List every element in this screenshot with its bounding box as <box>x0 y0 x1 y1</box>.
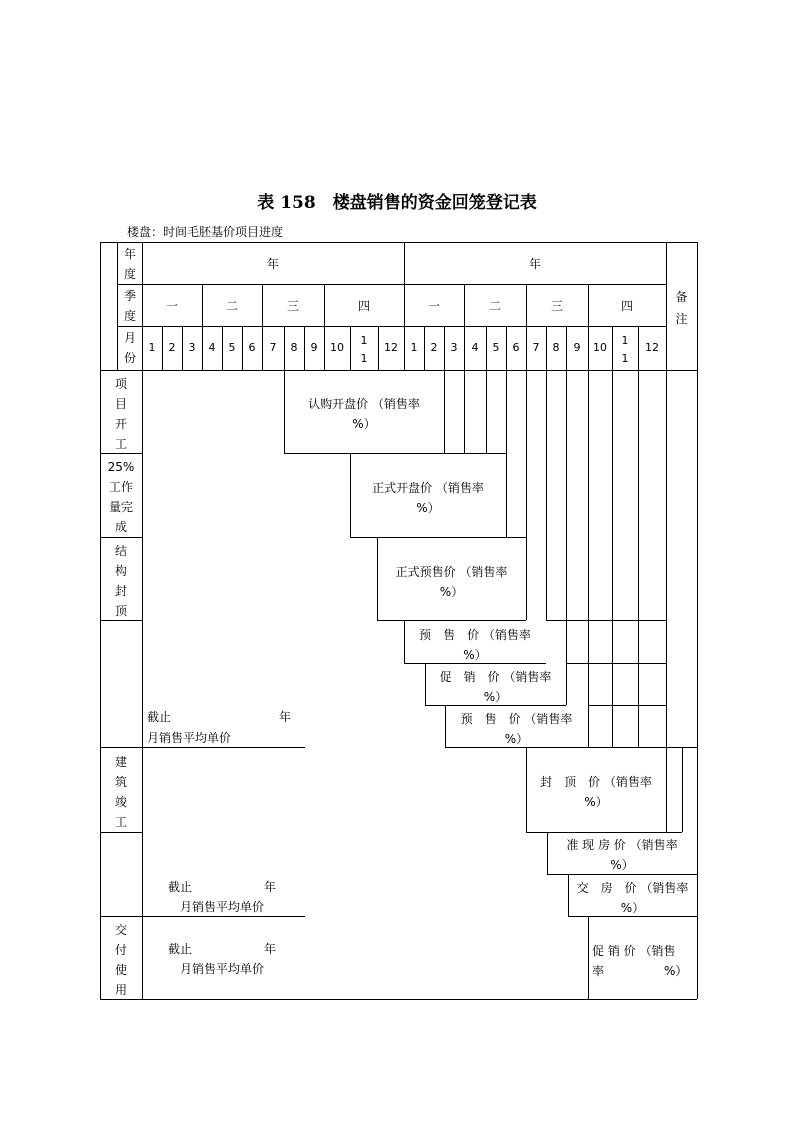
month-a-2: 2 <box>168 341 176 354</box>
row-top <box>566 663 666 664</box>
month-line <box>486 370 487 453</box>
row-line <box>100 832 142 833</box>
stage-box <box>350 453 506 454</box>
subtitle: 楼盘：时间毛胚基价项目进度 <box>127 225 284 239</box>
season-2: 二 <box>225 299 238 313</box>
month-a-1: 1 <box>148 341 156 354</box>
stage-handover-price: 交 房 价 （销售率 %） <box>576 881 689 915</box>
season-6: 二 <box>488 299 501 313</box>
season-4: 四 <box>357 299 370 313</box>
row-top <box>546 620 666 621</box>
month-line <box>638 370 639 747</box>
stage-formal-opening-price: 正式开盘价 （销售率 %） <box>372 481 484 515</box>
stage-formal-presale-price: 正式预售价 （销售率 %） <box>395 565 508 599</box>
month-line <box>546 370 547 620</box>
month-a-9: 9 <box>310 341 318 354</box>
month-a-3: 3 <box>188 341 196 354</box>
season-5: 一 <box>427 299 440 313</box>
year-label-1: 年 <box>123 247 136 261</box>
year-label-2: 度 <box>123 267 136 281</box>
row-label-topping-out: 结 构 封 顶 <box>114 544 127 618</box>
stage-box <box>377 620 526 621</box>
header-bottom <box>100 370 697 371</box>
season-1: 一 <box>165 299 178 313</box>
season-8: 四 <box>620 299 633 313</box>
row-line <box>100 747 142 748</box>
row-line <box>100 537 142 538</box>
month-a-10: 10 <box>330 341 344 354</box>
avg-price-note-1b: 月销售平均单价 <box>147 731 232 745</box>
month-line <box>566 370 567 620</box>
month-b-1: 1 <box>410 341 418 354</box>
month-b-10: 10 <box>593 341 607 354</box>
month-a-11: 1 1 <box>360 334 368 365</box>
note-underline <box>142 916 305 917</box>
season-3: 三 <box>286 299 299 313</box>
month-a-8: 8 <box>290 341 298 354</box>
table-bottom-border <box>100 999 697 1000</box>
stage-box <box>588 916 589 999</box>
month-a-12: 12 <box>384 341 398 354</box>
season-7: 三 <box>550 299 563 313</box>
stage-promo-price-final: 促 销 价 （销售 率 %） <box>592 944 688 978</box>
header-season-bottom <box>117 326 666 327</box>
month-a-4: 4 <box>208 341 216 354</box>
month-line <box>612 370 613 747</box>
stage-presale-price-1: 预 售 价 （销售率 %） <box>419 628 531 662</box>
row-label-completion: 建 筑 竣 工 <box>114 755 127 829</box>
avg-price-note-3b: 月销售平均单价 <box>180 962 265 976</box>
month-line <box>464 370 465 453</box>
month-label-2: 份 <box>123 351 136 365</box>
month-b-12: 12 <box>645 341 659 354</box>
stage-box <box>526 537 527 620</box>
month-b-6: 6 <box>512 341 520 354</box>
table-top-border <box>100 242 697 243</box>
month-a-7: 7 <box>269 341 277 354</box>
season-label-2: 度 <box>123 309 136 323</box>
header-year-bottom <box>117 284 666 285</box>
row-label-project-start: 项 目 开 工 <box>114 377 127 451</box>
avg-price-note-3a: 截止 年 <box>168 942 277 956</box>
row-top <box>588 705 666 706</box>
season-label-1: 季 <box>123 289 136 303</box>
remarks-line <box>682 747 683 832</box>
page-title: 表 158 楼盘销售的资金回笼登记表 <box>257 193 537 213</box>
year-b: 年 <box>528 257 541 271</box>
remarks-line <box>666 747 667 832</box>
row-label-25pct: 25% 工作 量完 成 <box>107 460 135 534</box>
month-line <box>506 370 507 537</box>
month-label-1: 月 <box>123 331 136 345</box>
row-label-handover: 交 付 使 用 <box>114 923 127 997</box>
avg-price-note-2b: 月销售平均单价 <box>180 900 265 914</box>
stage-box <box>444 370 445 453</box>
month-b-5: 5 <box>492 341 500 354</box>
month-b-4: 4 <box>471 341 479 354</box>
month-a-5: 5 <box>228 341 236 354</box>
month-b-8: 8 <box>552 341 560 354</box>
stage-subscription-price: 认购开盘价 （销售率 %） <box>308 397 420 431</box>
year-a: 年 <box>266 257 279 271</box>
table-right-border <box>697 242 698 999</box>
avg-price-note-2a: 截止 年 <box>168 880 277 894</box>
stage-topping-price: 封 顶 价 （销售率 %） <box>540 775 652 809</box>
stage-box <box>526 832 682 833</box>
month-a-6: 6 <box>248 341 256 354</box>
remarks-label: 备 注 <box>675 290 688 326</box>
note-underline <box>142 747 305 748</box>
month-line <box>526 370 527 537</box>
remarks-line <box>666 370 667 747</box>
stage-promo-price: 促 销 价 （销售率 %） <box>439 670 552 704</box>
month-b-9: 9 <box>573 341 581 354</box>
month-b-2: 2 <box>430 341 438 354</box>
month-b-11: 1 1 <box>621 334 629 365</box>
stage-near-ready-price: 准 现 房 价 （销售率 %） <box>566 838 678 872</box>
month-b-3: 3 <box>450 341 458 354</box>
row-line <box>100 916 142 917</box>
stage-presale-price-2: 预 售 价 （销售率 %） <box>460 712 573 746</box>
avg-price-note-1a: 截止 年 <box>147 710 292 724</box>
month-b-7: 7 <box>532 341 540 354</box>
